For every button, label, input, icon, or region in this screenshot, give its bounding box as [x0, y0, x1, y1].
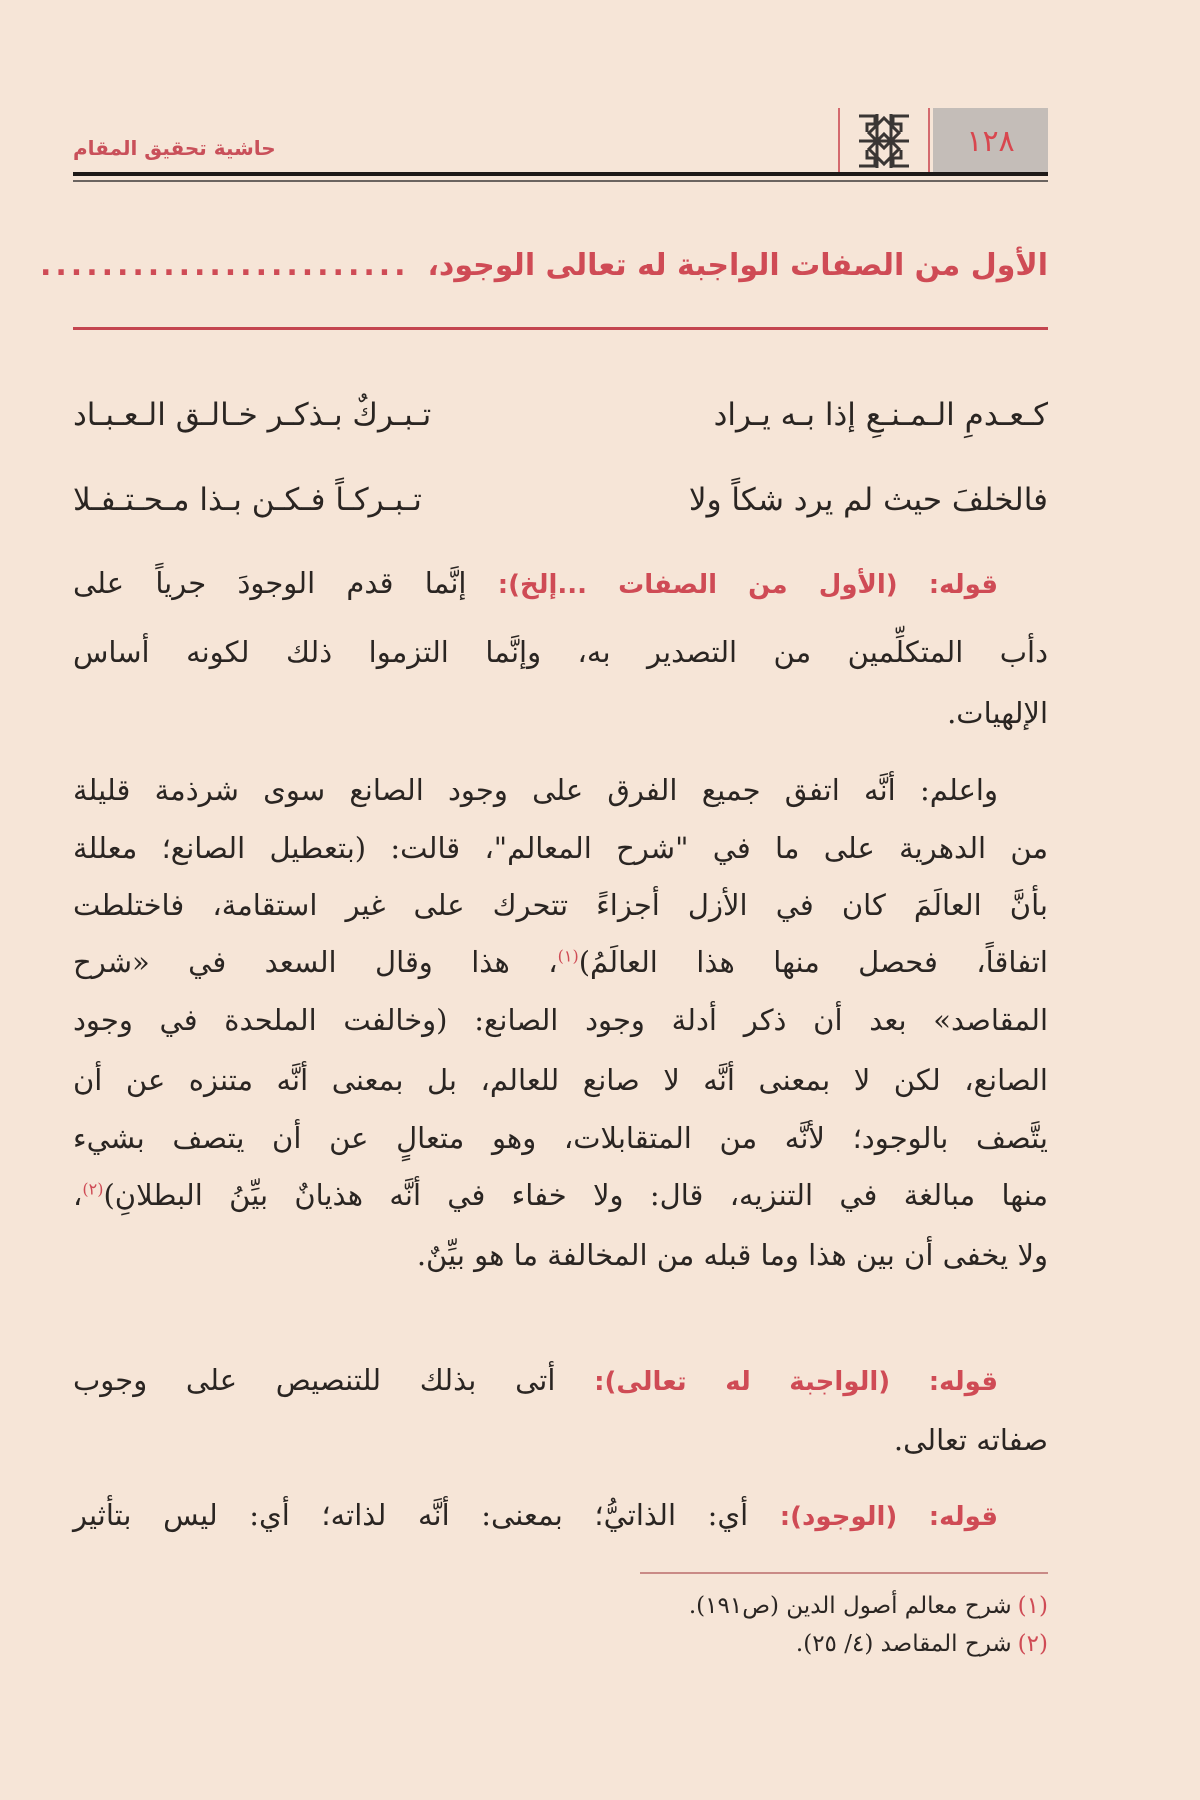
footnote-1 — [73, 1588, 1048, 1624]
matn-title-text: الأول من الصفات الواجبة له تعالى الوجود، — [427, 248, 1048, 283]
knot-ornament-icon — [853, 110, 915, 172]
p3-line-1 — [73, 1350, 1048, 1410]
verse-1-second-hemistich: تـبـركٌ بـذكـر خـالـق الـعـبـاد — [73, 397, 432, 433]
p3-line-1-text: أتى بذلك للتنصيص على وجوب — [73, 1363, 595, 1397]
footnote-2-text: شرح المقاصد (٤/ ٢٥). — [795, 1631, 1012, 1657]
page-number: ١٢٨ — [966, 123, 1015, 159]
footnote-1-number: (١) — [1017, 1593, 1048, 1619]
matn-title-dots: ........................ — [40, 248, 410, 283]
p2-line-4-b: ، هذا وقال السعد في «شرح — [73, 945, 558, 979]
matn-rule — [73, 327, 1048, 330]
footnote-1-text: شرح معالم أصول الدين (ص١٩١). — [688, 1593, 1012, 1619]
p2-line-6: الصانع، لكن لا بمعنى أنَّه لا صانع للعالم، بل بمعنى أنَّه متنزه عن أن — [73, 1063, 1048, 1097]
p2-line-1: واعلم: أنَّه اتفق جميع الفرق على وجود الصانع سوى شرذمة قليلة — [73, 773, 998, 807]
lemma-first-of-attributes: قوله: (الأول من الصفات ...إلخ): — [497, 570, 998, 600]
page-number-box — [933, 108, 1048, 174]
lemma-existence: قوله: (الوجود): — [779, 1502, 999, 1532]
footnote-ref-1[interactable]: (١) — [557, 946, 579, 966]
p2-line-8-b: ، — [73, 1178, 83, 1212]
verse-2-first-hemistich: فالخلفَ حيث لم يرد شكاً ولا — [688, 482, 1048, 518]
footnote-2 — [73, 1626, 1048, 1662]
verse-line-2 — [73, 470, 1048, 530]
matn-title — [40, 238, 1048, 294]
p2-line-2: من الدهرية على ما في "شرح المعالم"، قالت: (بتعطيل الصانع؛ معللة — [73, 831, 1048, 865]
header-rule-thin — [73, 180, 1048, 182]
p2-line-3: بأنَّ العالَمَ كان في الأزل أجزاءً تتحرك على غير استقامة، فاختلطت — [73, 888, 1048, 922]
header-ornament — [838, 108, 930, 174]
footnote-2-number: (٢) — [1017, 1631, 1048, 1657]
p2-line-5: المقاصد» بعد أن ذكر أدلة وجود الصانع: (وخالفت الملحدة في وجود — [73, 1003, 1048, 1037]
header-rule-heavy — [73, 172, 1048, 176]
p2-line-7: يتَّصف بالوجود؛ لأنَّه من المتقابلات، وهو متعالٍ عن أن يتصف بشيء — [73, 1121, 1048, 1155]
footnote-separator — [640, 1572, 1048, 1574]
running-head: حاشية تحقيق المقام — [73, 136, 276, 160]
p1-line-3: الإلهيات. — [947, 696, 1048, 730]
verse-2-second-hemistich: تـبـركـاً فـكـن بـذا مـحـتـفـلا — [73, 482, 422, 518]
lemma-obligatory-for-him: قوله: (الواجبة له تعالى): — [594, 1367, 998, 1397]
verse-line-1 — [73, 385, 1048, 445]
p1-line-2: دأب المتكلِّمين من التصدير به، وإنَّما التزموا ذلك لكونه أساس — [73, 635, 1048, 669]
p2-line-4-a: اتفاقاً، فحصل منها هذا العالَمُ) — [578, 945, 1048, 979]
p4-line-1-text: أي: الذاتيُّ؛ بمعنى: أنَّه لذاته؛ أي: ليس بتأثير — [73, 1498, 780, 1532]
p2-line-8-a: منها مبالغة في التنزيه، قال: ولا خفاء في أنَّه هذيانٌ بيِّنُ البطلانِ) — [103, 1178, 1048, 1212]
verse-1-first-hemistich: كـعـدمِ الـمـنـعِ إذا بـه يـراد — [713, 397, 1048, 433]
p3-line-2: صفاته تعالى. — [893, 1423, 1048, 1457]
p4-line-1 — [73, 1485, 1048, 1545]
p1-line-1-text: إنَّما قدم الوجودَ جرياً على — [73, 566, 498, 600]
p2-line-9: ولا يخفى أن بين هذا وما قبله من المخالفة ما هو بيِّنٌ. — [416, 1238, 1048, 1272]
footnote-ref-2[interactable]: (٢) — [82, 1179, 104, 1199]
p2-line-4 — [73, 932, 1048, 992]
p2-line-8 — [73, 1165, 1048, 1225]
p1-line-1 — [73, 553, 1048, 613]
